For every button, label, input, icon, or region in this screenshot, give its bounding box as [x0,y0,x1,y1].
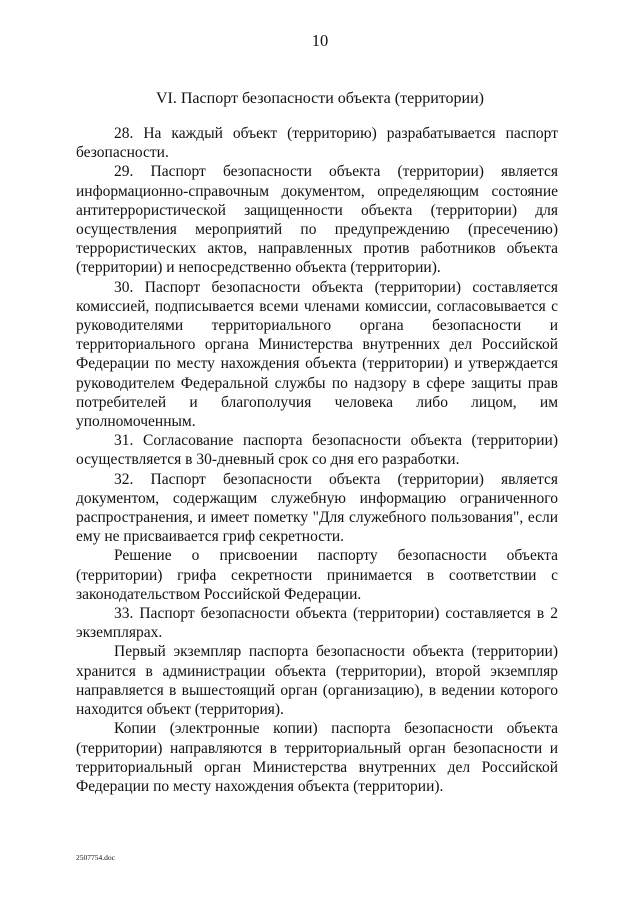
paragraph-33-electronic-copies: Копии (электронные копии) паспорта безопасности объекта (территории) направляются в территориальный орган безопасности и территориальный орган Министерства внутренних дел Российской Федерации по месту нахождения объекта (территории). [76,720,558,795]
paragraph-28: 28. На каждый объект (территорию) разрабатывается паспорт безопасности. [76,125,558,162]
page-number: 10 [311,31,329,50]
paragraph-33-first-copy: Первый экземпляр паспорта безопасности объекта (территории) хранится в администрации объекта (территории), второй экземпляр направляется в вышестоящий орган (организацию), в ведении которого находится объект (территория). [76,643,558,719]
paragraph-31: 31. Согласование паспорта безопасности объекта (территории) осуществляется в 30-дневный срок со дня его разработки. [76,432,558,469]
paragraph-33: 33. Паспорт безопасности объекта (территории) составляется в 2 экземплярах. [76,605,558,642]
paragraph-30: 30. Паспорт безопасности объекта (территории) составляется комиссией, подписывается всеми членами комиссии, согласовывается с руководителями территориального органа безопасности и территориального органа Министерства внутренних дел Российской Федерации по месту нахождения объекта (территории) и утверждается руководителем Федеральной службы по надзору в сфере защиты прав потребителей и благополучия человека либо лицом, им уполномоченным. [76,278,558,431]
section-heading: VI. Паспорт безопасности объекта (территории) [155,90,484,107]
paragraph-29: 29. Паспорт безопасности объекта (территории) является информационно-справочным документом, определяющим состояние антитеррористической защищенности объекта (территории) для осуществления мероприятий по предупреждению (пресечению) террористических актов, направленных против работников объекта (территории) и непосредственно объекта (территории). [76,163,558,277]
document-body [76,124,558,796]
paragraph-32-secrecy: Решение о присвоении паспорту безопасности объекта (территории) грифа секретности принимается в соответствии с законодательством Российской Федерации. [76,547,558,603]
paragraph-32: 32. Паспорт безопасности объекта (территории) является документом, содержащим служебную информацию ограниченного распространения, и имеет пометку "Для служебного пользования", если ему не присваивается гриф секретности. [76,470,558,546]
footer-filename: 2507754.doc [76,853,115,862]
